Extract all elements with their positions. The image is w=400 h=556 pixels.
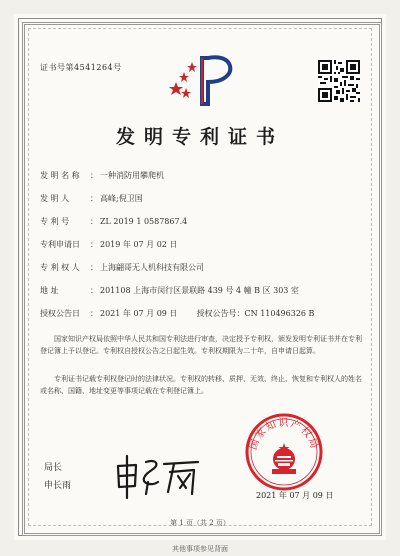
field-value: 上海翩哥无人机科技有限公司 <box>100 263 204 272</box>
field-label: 专 利 号 <box>40 217 70 226</box>
handwritten-signature <box>112 452 204 500</box>
field-value: 2021 年 07 月 09 日 <box>100 309 178 318</box>
field-filing-date: 专利申请日 ： 2019 年 07 月 02 日 <box>40 240 178 249</box>
back-note: 其他事项参见背面 <box>172 545 228 553</box>
cnipa-logo-icon <box>168 52 238 108</box>
field-label: 发 明 名 称 <box>40 171 80 180</box>
field-inventors: 发 明 人 ： 高峰;倪卫国 <box>40 194 143 203</box>
seal-text: 国家知识产权局 <box>248 418 320 452</box>
page-indicator: 第 1 页（共 2 页） <box>170 519 230 527</box>
paragraph-grant-statement: 国家知识产权局依照中华人民共和国专利法进行审查，决定授予专利权，颁发发明专利证书并在专利登记簿上予以登记。专利权自授权公告之日起生效。专利权期限为二十年，自申请日起算。 <box>40 335 362 355</box>
signature-title: 局长 <box>44 463 63 473</box>
paragraph-legal-status: 专利证书记载专利权登记时的法律状况。专利权的转移、质押、无效、终止、恢复和专利权人的姓名或名称、国籍、地址变更等事项记载在专利登记簿上。 <box>40 375 362 395</box>
signature-name: 申长雨 <box>44 481 72 491</box>
field-patentee: 专 利 权 人 ： 上海翩哥无人机科技有限公司 <box>40 263 204 272</box>
field-label: 专 利 权 人 <box>40 263 80 272</box>
field-address: 地 址 ： 201108 上海市闵行区景联路 439 号 4 幢 B 区 303 室 <box>40 286 299 295</box>
field-grant-date-and-number: 授权公告日 ： 2021 年 07 月 09 日 授权公告号：CN 110496326 B <box>40 309 315 318</box>
qr-code <box>318 60 360 102</box>
field-patent-number: 专 利 号 ： ZL 2019 1 0587867.4 <box>40 217 188 226</box>
seal-date: 2021 年 07 月 09 日 <box>256 491 334 500</box>
certificate-number: 证书号第4541264号 <box>40 63 122 72</box>
official-seal-icon <box>244 412 324 492</box>
field-value: 高峰;倪卫国 <box>100 194 143 203</box>
field-label: 专利申请日 <box>40 240 80 249</box>
field-value: 2019 年 07 月 02 日 <box>100 240 178 249</box>
field-invention-name: 发 明 名 称 ： 一种消防用攀爬机 <box>40 171 164 180</box>
field-value: CN 110496326 B <box>244 309 315 318</box>
field-value: ZL 2019 1 0587867.4 <box>100 217 188 226</box>
field-value: 201108 上海市闵行区景联路 439 号 4 幢 B 区 303 室 <box>100 286 299 295</box>
certificate-title: 发明专利证书 <box>115 126 284 148</box>
field-label: 授权公告日 <box>40 309 80 318</box>
field-label: 授权公告号 <box>196 309 237 318</box>
field-label: 发 明 人 <box>40 194 70 203</box>
field-label: 地 址 <box>40 286 59 295</box>
field-value: 一种消防用攀爬机 <box>100 171 164 180</box>
